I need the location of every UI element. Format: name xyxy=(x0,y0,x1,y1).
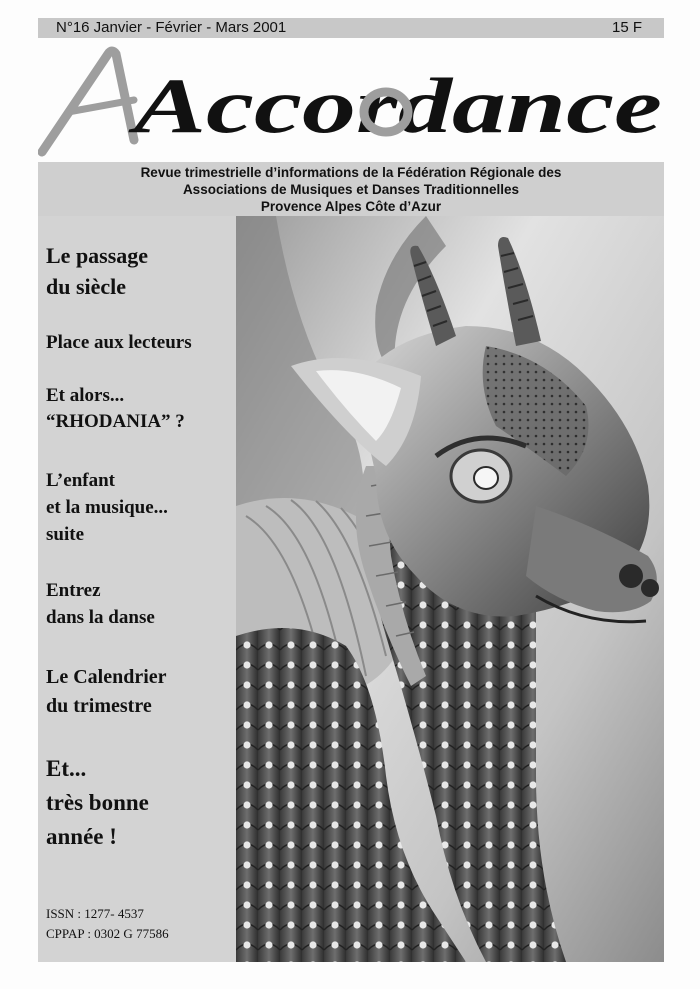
cppap-number: CPPAP : 0302 G 77586 xyxy=(46,926,169,941)
subtitle-band xyxy=(38,162,664,216)
subtitle-line-3: Provence Alpes Côte d’Azur xyxy=(260,199,442,214)
issn-number: ISSN : 1277- 4537 xyxy=(46,906,144,921)
masthead-title: Accordance xyxy=(127,62,662,149)
issn-info xyxy=(46,904,169,944)
subtitle-line-1: Revue trimestrielle d’informations de la Fédération Régionale des xyxy=(140,165,562,180)
headline-enfant: L’enfant et la musique... suite xyxy=(46,470,168,545)
headline-danse: Entrez dans la danse xyxy=(46,580,155,628)
headline-calendrier: Le Calendrier du trimestre xyxy=(46,666,167,717)
masthead xyxy=(38,40,664,158)
cover-photo-dragon xyxy=(236,216,664,962)
contents-column xyxy=(38,216,236,962)
masthead-logo xyxy=(38,40,664,158)
headline-lecteurs: Place aux lecteurs xyxy=(46,332,192,353)
dragon-illustration xyxy=(236,216,664,962)
headline-bonne-annee: Et... très bonne année ! xyxy=(46,756,149,849)
issue-date: N°16 Janvier - Février - Mars 2001 xyxy=(56,19,287,36)
issue-bar xyxy=(38,18,664,38)
subtitle-line-2: Associations de Musiques et Danses Traditionnelles xyxy=(182,182,520,197)
headline-rhodania: Et alors... “RHODANIA” ? xyxy=(46,385,185,432)
headline-passage: Le passage du siècle xyxy=(46,243,149,299)
issue-price: 15 F xyxy=(611,19,642,36)
